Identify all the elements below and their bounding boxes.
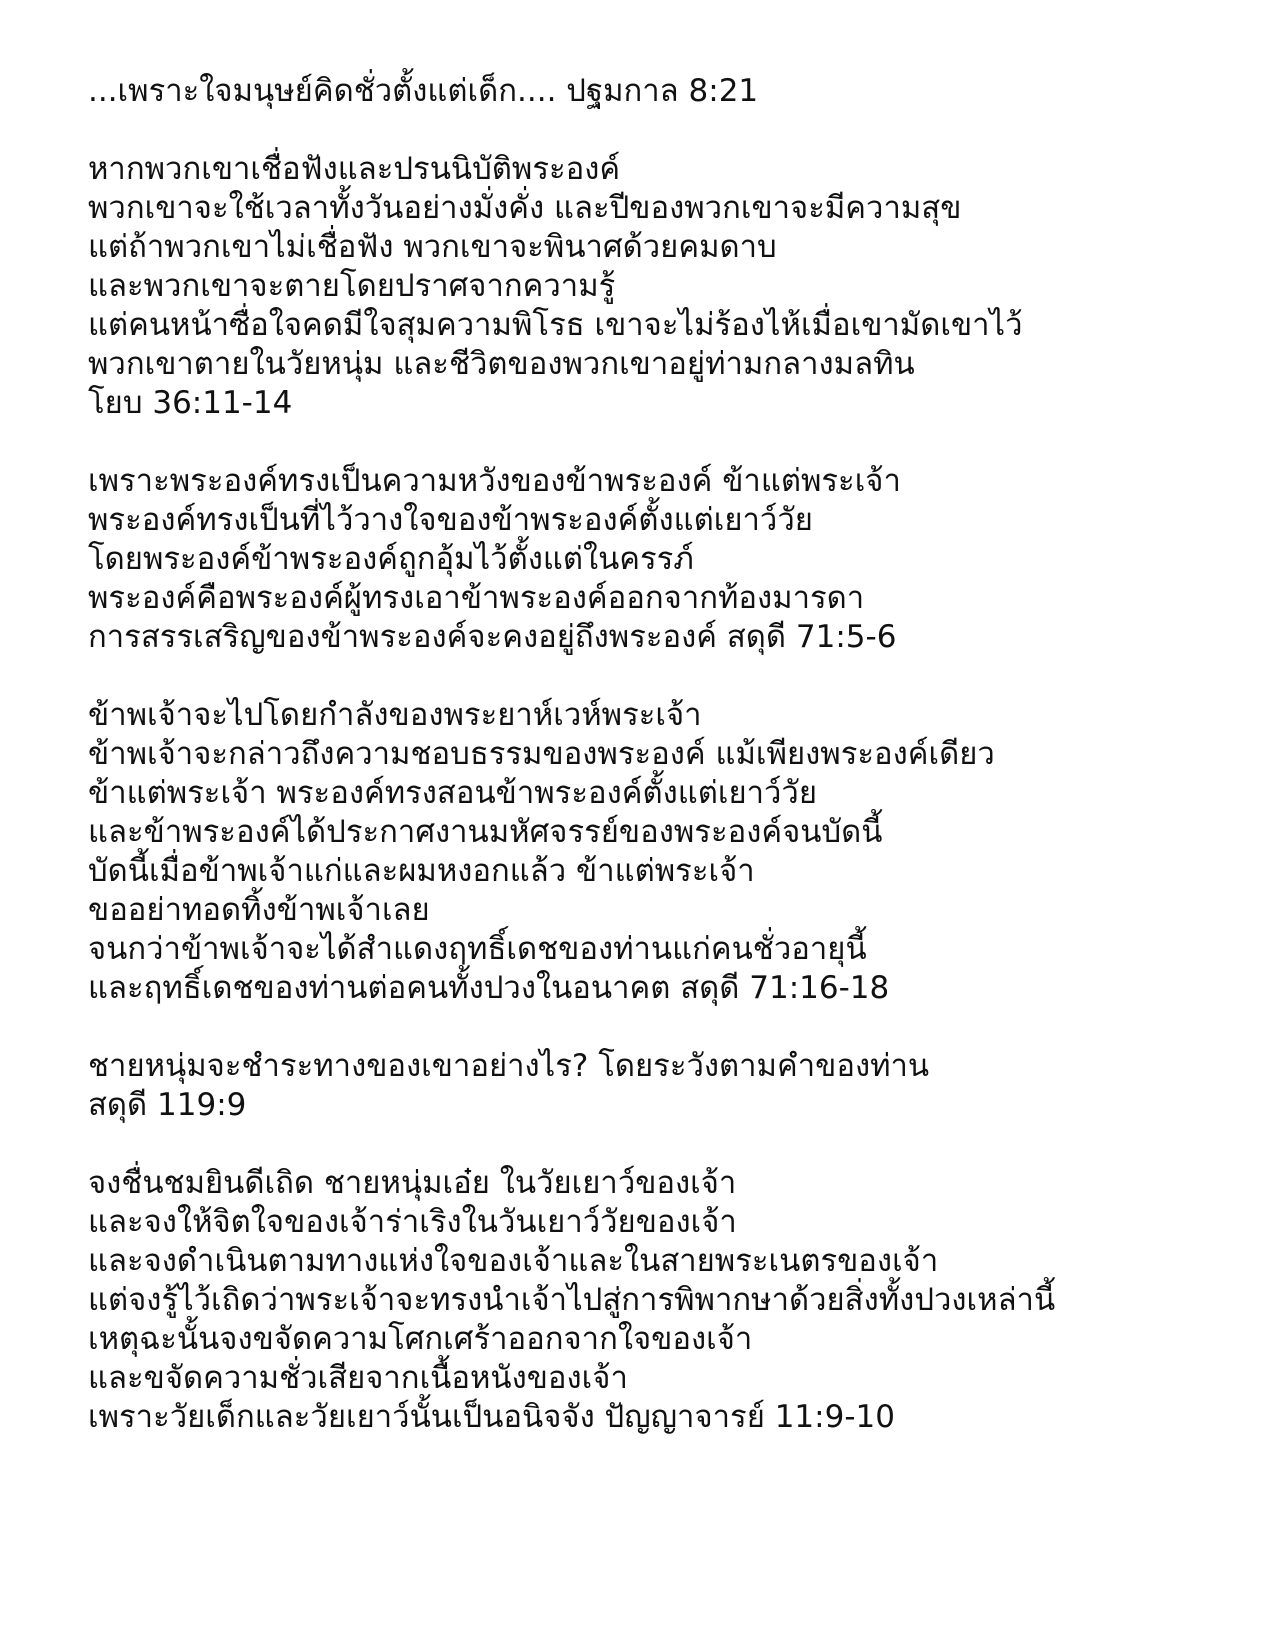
- text-line: และจงดำเนินตามทางแห่งใจของเจ้าและในสายพระเนตรของเจ้า: [88, 1243, 939, 1279]
- text-line: แต่คนหน้าซื่อใจคดมีใจสุมความพิโรธ เขาจะไม่ร้องไห้เมื่อเขามัดเขาไว้: [88, 307, 1023, 343]
- text-line: และจงให้จิตใจของเจ้าร่าเริงในวันเยาว์วัยของเจ้า: [88, 1204, 737, 1240]
- paragraph-genesis: [88, 72, 1268, 111]
- paragraph-ecclesiastes: [88, 1164, 1268, 1437]
- text-line: พวกเขาตายในวัยหนุ่ม และชีวิตของพวกเขาอยู่ท่ามกลางมลทิน: [88, 346, 915, 382]
- text-line: พระองค์คือพระองค์ผู้ทรงเอาข้าพระองค์ออกจากท้องมารดา: [88, 580, 865, 616]
- document-body: [88, 72, 1268, 1437]
- text-line: เพราะวัยเด็กและวัยเยาว์นั้นเป็นอนิจจัง ปัญญาจารย์ 11:9-10: [88, 1399, 895, 1435]
- text-line: บัดนี้เมื่อข้าพเจ้าแก่และผมหงอกแล้ว ข้าแต่พระเจ้า: [88, 853, 755, 889]
- text-line: แต่จงรู้ไว้เถิดว่าพระเจ้าจะทรงนำเจ้าไปสู่การพิพากษาด้วยสิ่งทั้งปวงเหล่านี้: [88, 1282, 1056, 1318]
- text-line: การสรรเสริญของข้าพระองค์จะคงอยู่ถึงพระองค์ สดุดี 71:5-6: [88, 619, 897, 655]
- text-line: โดยพระองค์ข้าพระองค์ถูกอุ้มไว้ตั้งแต่ในครรภ์: [88, 541, 694, 577]
- text-line: จนกว่าข้าพเจ้าจะได้สำแดงฤทธิ์เดชของท่านแก่คนชั่วอายุนี้: [88, 931, 867, 967]
- text-line: ข้าพเจ้าจะกล่าวถึงความชอบธรรมของพระองค์ แม้เพียงพระองค์เดียว: [88, 736, 995, 772]
- text-line: และขจัดความชั่วเสียจากเนื้อหนังของเจ้า: [88, 1360, 628, 1396]
- text-line: เหตุฉะนั้นจงขจัดความโศกเศร้าออกจากใจของเจ้า: [88, 1321, 753, 1357]
- text-line: จงชื่นชมยินดีเถิด ชายหนุ่มเอ๋ย ในวัยเยาว์ของเจ้า: [88, 1165, 737, 1201]
- paragraph-psalm-71-5: [88, 462, 1268, 657]
- text-line: ชายหนุ่มจะชำระทางของเขาอย่างไร? โดยระวังตามคำของท่าน: [88, 1048, 930, 1084]
- paragraph-psalm-71-16: [88, 696, 1268, 1008]
- text-line: และข้าพระองค์ได้ประกาศงานมหัศจรรย์ของพระองค์จนบัดนี้: [88, 814, 883, 850]
- verse-reference: สดุดี 119:9: [88, 1087, 247, 1123]
- paragraph-psalm-119: [88, 1047, 1268, 1125]
- text-line: แต่ถ้าพวกเขาไม่เชื่อฟัง พวกเขาจะพินาศด้วยคมดาบ: [88, 229, 777, 265]
- text-line: หากพวกเขาเชื่อฟังและปรนนิบัติพระองค์: [88, 151, 621, 187]
- text-line: ...เพราะใจมนุษย์คิดชั่วตั้งแต่เด็ก.... ปฐมกาล 8:21: [88, 73, 759, 109]
- text-line: และพวกเขาจะตายโดยปราศจากความรู้: [88, 268, 616, 304]
- text-line: ขออย่าทอดทิ้งข้าพเจ้าเลย: [88, 892, 430, 928]
- text-line: ข้าแต่พระเจ้า พระองค์ทรงสอนข้าพระองค์ตั้งแต่เยาว์วัย: [88, 775, 817, 811]
- text-line: และฤทธิ์เดชของท่านต่อคนทั้งปวงในอนาคต สดุดี 71:16-18: [88, 970, 890, 1006]
- text-line: พระองค์ทรงเป็นที่ไว้วางใจของข้าพระองค์ตั้งแต่เยาว์วัย: [88, 502, 813, 538]
- paragraph-job: [88, 150, 1268, 423]
- text-line: พวกเขาจะใช้เวลาทั้งวันอย่างมั่งคั่ง และปีของพวกเขาจะมีความสุข: [88, 190, 962, 226]
- verse-reference: โยบ 36:11-14: [88, 385, 293, 421]
- text-line: ข้าพเจ้าจะไปโดยกำลังของพระยาห์เวห์พระเจ้า: [88, 697, 702, 733]
- text-line: เพราะพระองค์ทรงเป็นความหวังของข้าพระองค์ ข้าแต่พระเจ้า: [88, 463, 901, 499]
